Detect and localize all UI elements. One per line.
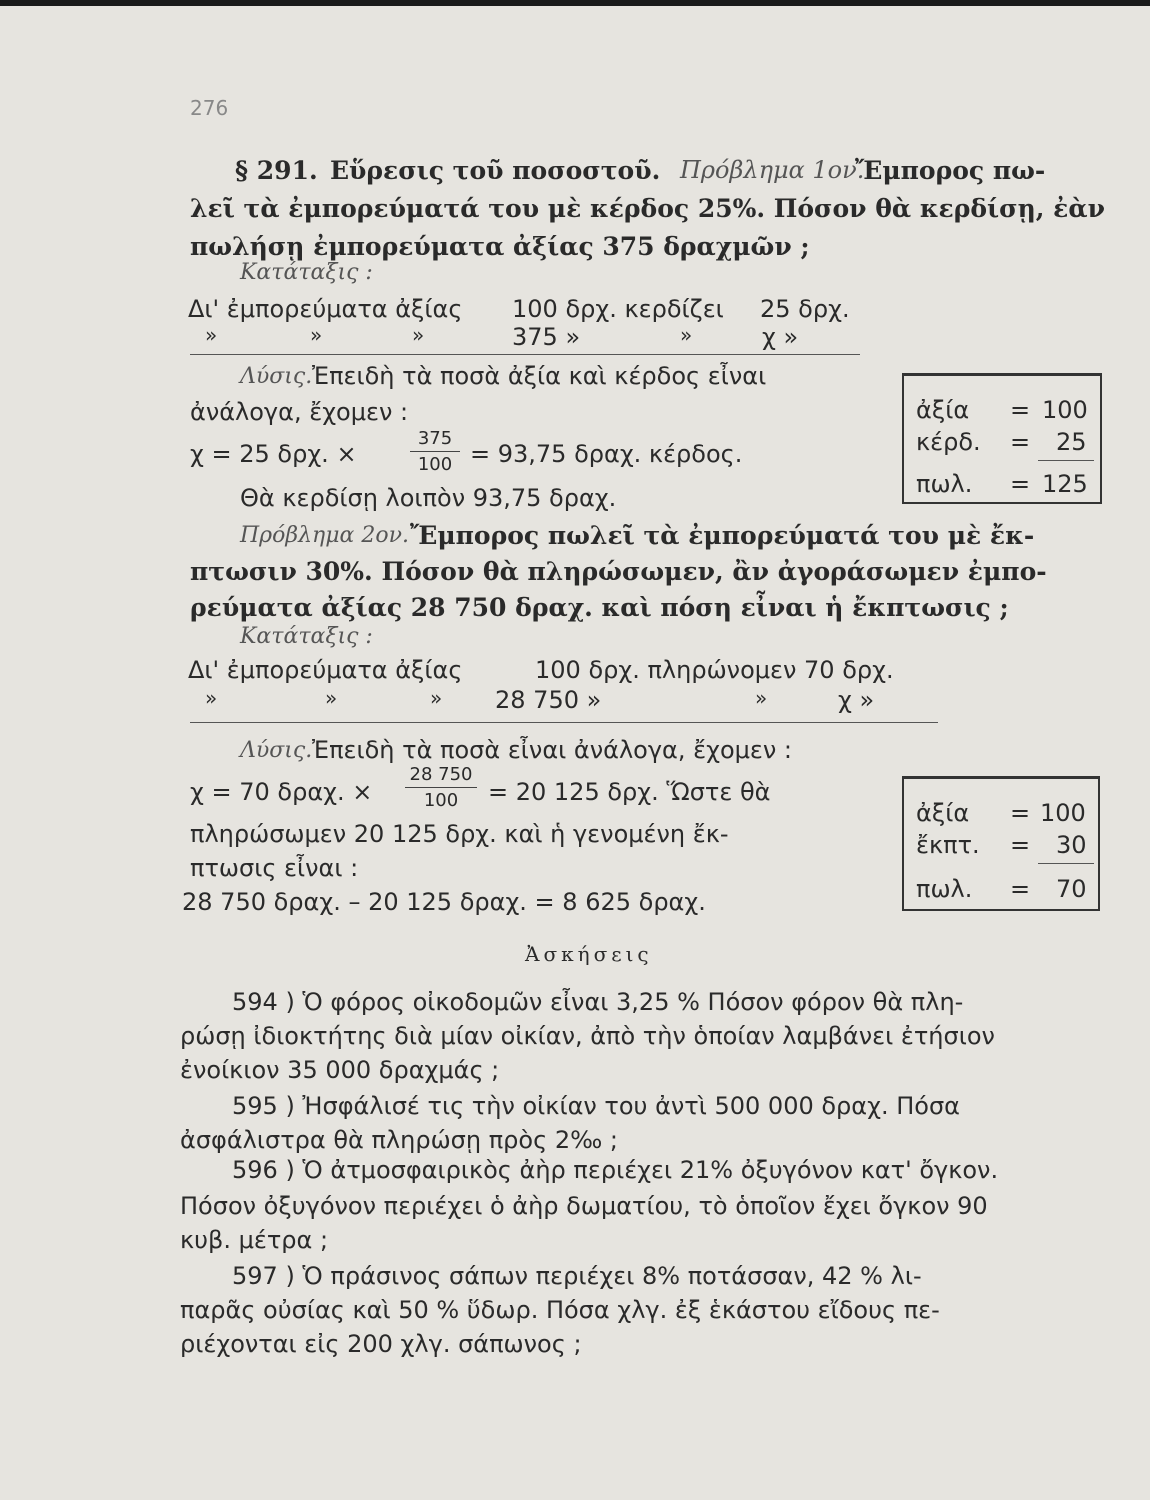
box2-r3-eq: =	[1010, 875, 1031, 903]
box2-r1-eq: =	[1010, 799, 1031, 827]
box2-r3-label: πωλ.	[916, 875, 973, 903]
box1-sum-rule	[1038, 460, 1094, 461]
box2-r1-label: ἀξία	[916, 799, 970, 827]
solution2-text-l5: 28 750 δραχ. – 20 125 δραχ. = 8 625 δραχ.	[182, 888, 706, 916]
setup1-ditto-2: »	[310, 323, 323, 347]
box2-sum-rule	[1038, 863, 1094, 864]
exercise-597-l2: παρᾶς οὐσίας καὶ 50 % ὕδωρ. Πόσα χλγ. ἐξ ἑκάστου εἴδους πε-	[180, 1296, 940, 1324]
setup2-ditto-1: »	[205, 686, 218, 710]
setup1-ditto-4: »	[680, 323, 693, 347]
box1-r3-val: 125	[1042, 470, 1088, 498]
solution2-text-l4: πτωσις εἶναι :	[190, 854, 359, 882]
solution1-eq-right: = 93,75 δραχ. κέρδος.	[470, 440, 743, 468]
solution2-frac-den: 100	[423, 790, 459, 811]
box1-r2-label: κέρδ.	[916, 428, 981, 456]
solution1-label: Λύσις.	[240, 364, 313, 389]
setup2-row2-c: χ »	[838, 686, 875, 714]
exercise-595-l2: ἀσφάλιστρα θὰ πληρώσῃ πρὸς 2‰ ;	[180, 1126, 618, 1154]
problem1-text-l2: λεῖ τὰ ἐμπορεύματά του μὲ κέρδος 25%. Πόσον θὰ κερδίσῃ, ἐὰν	[190, 194, 1105, 223]
box1-r3-eq: =	[1010, 470, 1031, 498]
exercises-heading: Ἀσκήσεις	[525, 942, 653, 966]
section-number: § 291.	[235, 156, 318, 185]
scan-edge	[0, 0, 1150, 6]
setup1-ditto-3: »	[412, 323, 425, 347]
setup2-label: Κατάταξις :	[240, 624, 373, 649]
exercise-596-l2: Πόσον ὀξυγόνον περιέχει ὁ ἀὴρ δωματίου, τὸ ὁποῖον ἔχει ὄγκον 90	[180, 1192, 988, 1220]
problem2-text-l2: πτωσιν 30%. Πόσον θὰ πληρώσωμεν, ἂν ἀγοράσωμεν ἐμπο-	[190, 557, 1047, 586]
solution1-frac-num: 375	[417, 428, 453, 449]
solution2-text-l3: πληρώσωμεν 20 125 δρχ. καὶ ἡ γενομένη ἔκ-	[190, 820, 729, 848]
solution2-label: Λύσις.	[240, 738, 313, 763]
setup2-rule	[190, 722, 938, 723]
problem2-text-l3: ρεύματα ἀξίας 28 750 δραχ. καὶ πόση εἶναι ἡ ἔκπτωσις ;	[190, 593, 1009, 622]
setup2-ditto-4: »	[755, 686, 768, 710]
exercise-596-l3: κυβ. μέτρα ;	[180, 1226, 329, 1254]
solution1-text-l2: ἀνάλογα, ἔχομεν :	[190, 398, 409, 426]
section-title: Εὕρεσις τοῦ ποσοστοῦ.	[330, 156, 661, 185]
exercise-597-l1: 597 ) Ὁ πράσινος σάπων περιέχει 8% ποτάσσαν, 42 % λι-	[232, 1262, 922, 1290]
box1-r1-eq: =	[1010, 396, 1031, 424]
solution2-fraction	[405, 764, 477, 811]
setup2-row1-a: Δι' ἐμπορεύματα ἀξίας	[188, 656, 463, 684]
solution2-frac-num: 28 750	[409, 764, 473, 785]
problem1-text-l3: πωλήσῃ ἐμπορεύματα ἀξίας 375 δραχμῶν ;	[190, 232, 810, 261]
problem2-text-l1: Ἔμπορος πωλεῖ τὰ ἐμπορεύματά του μὲ ἔκ-	[410, 521, 1035, 550]
setup1-label: Κατάταξις :	[240, 260, 373, 285]
solution1-frac-bar	[410, 451, 460, 452]
problem1-label: Πρόβλημα 1ον.	[680, 156, 865, 184]
box2-r1-val: 100	[1040, 799, 1086, 827]
problem1-text-l1: Ἔμπορος πω-	[855, 156, 1046, 185]
solution1-frac-den: 100	[417, 454, 453, 475]
setup1-row1-b: 100 δρχ. κερδίζει	[512, 295, 724, 323]
solution2-frac-bar	[405, 787, 477, 788]
exercise-595-l1: 595 ) Ἠσφάλισέ τις τὴν οἰκίαν του ἀντὶ 500 000 δραχ. Πόσα	[232, 1092, 960, 1120]
solution2-eq-left: χ = 70 δραχ. ×	[190, 778, 373, 806]
exercise-594-l3: ἐνοίκιον 35 000 δραχμάς ;	[180, 1056, 500, 1084]
box1-r2-eq: =	[1010, 428, 1031, 456]
solution2-eq-right: = 20 125 δρχ. Ὥστε θὰ	[488, 778, 771, 806]
setup1-row2-c: χ »	[762, 323, 799, 351]
proportion-box-1	[902, 373, 1102, 504]
box1-r1-val: 100	[1042, 396, 1088, 424]
setup2-row2-b: 28 750 »	[495, 686, 602, 714]
exercise-596-l1: 596 ) Ὁ ἀτμοσφαιρικὸς ἀὴρ περιέχει 21% ὀξυγόνον κατ' ὄγκον.	[232, 1156, 999, 1184]
setup1-row1-c: 25 δρχ.	[760, 295, 850, 323]
exercise-594-l2: ρώσῃ ἰδιοκτήτης διὰ μίαν οἰκίαν, ἀπὸ τὴν ὁποίαν λαμβάνει ἐτήσιον	[180, 1022, 995, 1050]
solution1-eq-left: χ = 25 δρχ. ×	[190, 440, 357, 468]
box2-r3-val: 70	[1056, 875, 1087, 903]
setup1-ditto-1: »	[205, 323, 218, 347]
box1-r3-label: πωλ.	[916, 470, 973, 498]
exercise-597-l3: ριέχονται εἰς 200 χλγ. σάπωνος ;	[180, 1330, 582, 1358]
box1-r1-label: ἀξία	[916, 396, 970, 424]
box1-r2-val: 25	[1056, 428, 1087, 456]
problem2-label: Πρόβλημα 2ον.	[240, 523, 409, 548]
box2-r2-val: 30	[1056, 831, 1087, 859]
setup2-ditto-2: »	[325, 686, 338, 710]
setup2-ditto-3: »	[430, 686, 443, 710]
setup1-row2-b: 375 »	[512, 323, 581, 351]
exercise-594-l1: 594 ) Ὁ φόρος οἰκοδομῶν εἶναι 3,25 % Πόσον φόρον θὰ πλη-	[232, 988, 964, 1016]
box2-r2-eq: =	[1010, 831, 1031, 859]
solution1-text-l1: Ἐπειδὴ τὰ ποσὰ ἀξία καὶ κέρδος εἶναι	[312, 362, 767, 390]
solution1-conclusion: Θὰ κερδίσῃ λοιπὸν 93,75 δραχ.	[240, 484, 617, 512]
setup2-row1-b: 100 δρχ. πληρώνομεν 70 δρχ.	[535, 656, 894, 684]
box2-r2-label: ἔκπτ.	[916, 831, 980, 859]
solution1-fraction	[410, 428, 460, 475]
page-number: 276	[190, 96, 229, 120]
proportion-box-2	[902, 776, 1100, 911]
solution2-text-l1: Ἐπειδὴ τὰ ποσὰ εἶναι ἀνάλογα, ἔχομεν :	[312, 736, 792, 764]
setup1-rule	[190, 354, 860, 355]
setup1-row1-a: Δι' ἐμπορεύματα ἀξίας	[188, 295, 463, 323]
